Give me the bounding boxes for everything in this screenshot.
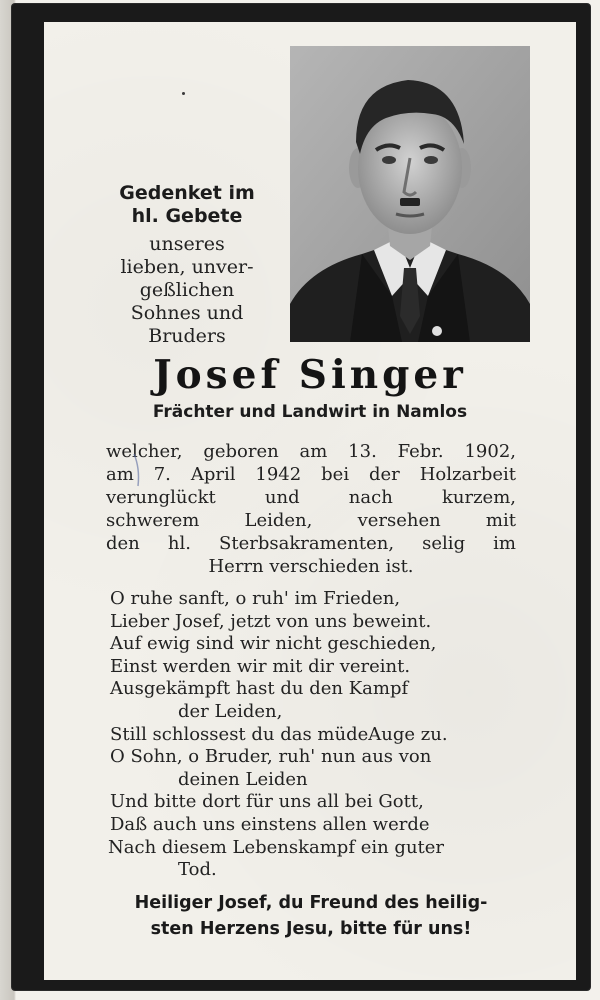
dedication-line: Bruders — [148, 325, 226, 347]
poem-line: Lieber Josef, jetzt von uns beweint. — [110, 610, 432, 632]
memorial-poem — [106, 588, 520, 882]
gedenket-line: hl. Gebete — [131, 205, 243, 227]
poem-line: Ausgekämpft hast du den Kampf — [110, 678, 409, 700]
poem-line: O ruhe sanft, o ruh' im Frieden, — [110, 588, 401, 609]
poem-line: Still schlossest du das müdeAuge zu. — [110, 723, 448, 745]
portrait-photo — [290, 46, 530, 342]
deceased-name: Josef Singer — [153, 352, 467, 398]
poem-line: der Leiden, — [178, 700, 283, 722]
poem-line: O Sohn, o Bruder, ruh' nun aus von — [110, 746, 432, 768]
poem-line: Tod. — [178, 859, 217, 881]
obituary-line: am 7. April 1942 bei der Holzarbeit — [106, 464, 516, 485]
dedication-line: lieben, unver- — [120, 256, 254, 278]
closing-prayer-line: Heiliger Josef, du Freund des heilig- — [134, 893, 488, 913]
poem-line: Einst werden wir mit dir vereint. — [110, 655, 411, 677]
obituary-line: schwerem Leiden, versehen mit — [106, 510, 516, 531]
obituary-line: den hl. Sterbsakramenten, selig im — [106, 533, 516, 554]
poem-line: deinen Leiden — [178, 768, 308, 790]
pencil-mark-icon — [130, 450, 150, 490]
gedenket-heading — [96, 182, 278, 228]
closing-prayer-line: sten Herzens Jesu, bitte für uns! — [150, 919, 472, 939]
obituary-text — [106, 440, 516, 578]
dedication-text — [96, 233, 278, 348]
obituary-line: verunglückt und nach kurzem, — [106, 487, 516, 508]
obituary-line: Herrn verschieden ist. — [208, 556, 414, 577]
gedenket-line: Gedenket im — [119, 182, 255, 204]
paper-speck — [182, 92, 185, 95]
poem-line: Daß auch uns einstens allen werde — [110, 813, 430, 835]
occupation-subtitle: Frächter und Landwirt in Namlos — [152, 402, 468, 422]
poem-line: Und bitte dort für uns all bei Gott, — [110, 791, 424, 813]
portrait-illustration — [290, 46, 530, 342]
closing-prayer — [96, 890, 526, 942]
dedication-line: unseres — [149, 233, 225, 255]
dedication-line: geßlichen — [139, 279, 235, 301]
dedication-line: Sohnes und — [130, 302, 244, 324]
obituary-line: welcher, geboren am 13. Febr. 1902, — [106, 441, 516, 462]
poem-line: Auf ewig sind wir nicht geschieden, — [110, 633, 437, 655]
poem-line: Nach diesem Lebenskampf ein guter — [108, 836, 445, 858]
